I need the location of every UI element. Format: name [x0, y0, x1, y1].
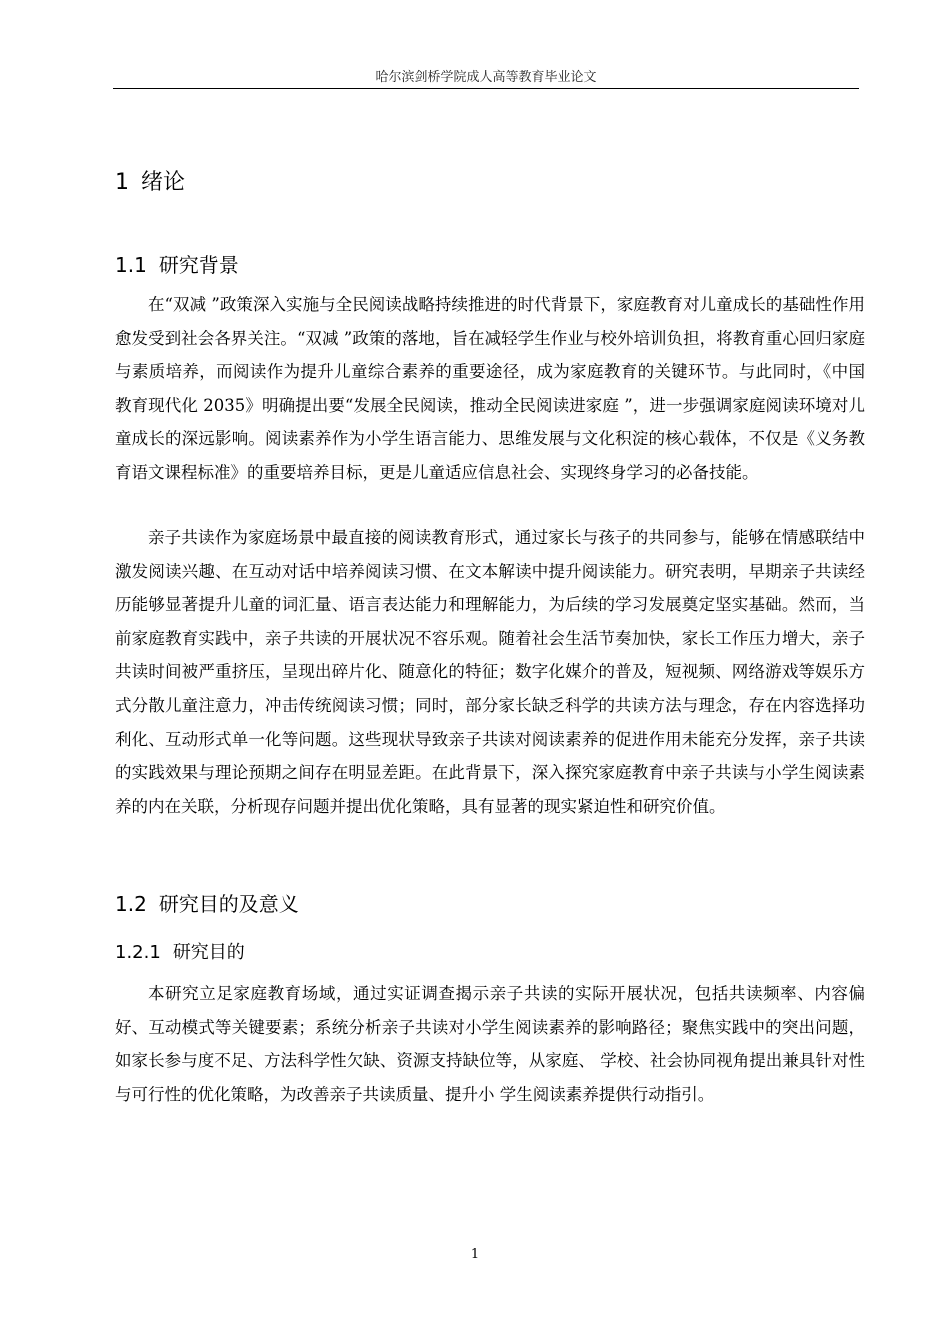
paragraph-background-2: 亲子共读作为家庭场景中最直接的阅读教育形式，通过家长与孩子的共同参与，能够在情感联结中激发阅读兴趣、在互动对话中培养阅读习惯、在文本解读中提升阅读能力。研究表明，早期亲子共读经历能够显著提升儿童的词汇量、语言表达能力和理解能力，为后续的学习发展奠定坚实基础。然而，当前家庭教育实践中，亲子共读的开展状况不容乐观。随着社会生活节奏加快，家长工作压力增大，亲子共读时间被严重挤压，呈现出碎片化、随意化的特征；数字化媒介的普及，短视频、网络游戏等娱乐方式分散儿童注意力，冲击传统阅读习惯；同时，部分家长缺乏科学的共读方法与理念，存在内容选择功利化、互动形式单一化等问题。这些现状导致亲子共读对阅读素养的促进作用未能充分发挥，亲子共读的实践效果与理论预期之间存在明显差距。在此背景下，深入探究家庭教育中亲子共读与小学生阅读素养的内在关联，分析现存问题并提出优化策略，具有显著的现实紧迫性和研究价值。	[115, 528, 865, 816]
chapter-number: 1	[115, 170, 129, 195]
chapter-heading	[115, 165, 185, 196]
paragraph-purpose-1: 本研究立足家庭教育场域，通过实证调查揭示亲子共读的实际开展状况，包括共读频率、内容偏好、互动模式等关键要素；系统分析亲子共读对小学生阅读素养的影响路径；聚焦实践中的突出问题，如家长参与度不足、方法科学性欠缺、资源支持缺位等，从家庭、 学校、社会协同视角提出兼具针对性与可行性的优化策略，为改善亲子共读质量、提升小 学生阅读素养提供行动指引。	[115, 984, 865, 1104]
paragraph-background-1: 在“双减 ”政策深入实施与全民阅读战略持续推进的时代背景下，家庭教育对儿童成长的基础性作用愈发受到社会各界关注。“双减 ”政策的落地，旨在减轻学生作业与校外培训负担，将教育重心回归家庭与素质培养，而阅读作为提升儿童综合素养的重要途径，成为家庭教育的关键环节。与此同时，《中国教育现代化 2035》明确提出要“发展全民阅读，推动全民阅读进家庭 ”，进一步强调家庭阅读环境对儿童成长的深远影响。阅读素养作为小学生语言能力、思维发展与文化积淀的核心载体，不仅是《义务教育语文课程标准》的重要培养目标，更是儿童适应信息社会、实现终身学习的必备技能。	[115, 295, 865, 482]
section-number: 1.2	[115, 892, 147, 916]
section-title: 研究目的及意义	[158, 892, 299, 916]
section-heading-1-1	[115, 249, 239, 278]
page-number: 1	[470, 1247, 480, 1262]
section-heading-1-2	[115, 888, 299, 917]
chapter-title: 绪论	[141, 170, 186, 195]
subsection-title: 研究目的	[172, 942, 245, 963]
subsection-heading-1-2-1	[115, 938, 245, 964]
section-number: 1.1	[115, 253, 147, 277]
header-rule	[113, 88, 859, 89]
subsection-number: 1.2.1	[115, 942, 161, 963]
running-header: 哈尔滨剑桥学院成人高等教育毕业论文	[375, 70, 597, 85]
section-title: 研究背景	[158, 253, 239, 277]
